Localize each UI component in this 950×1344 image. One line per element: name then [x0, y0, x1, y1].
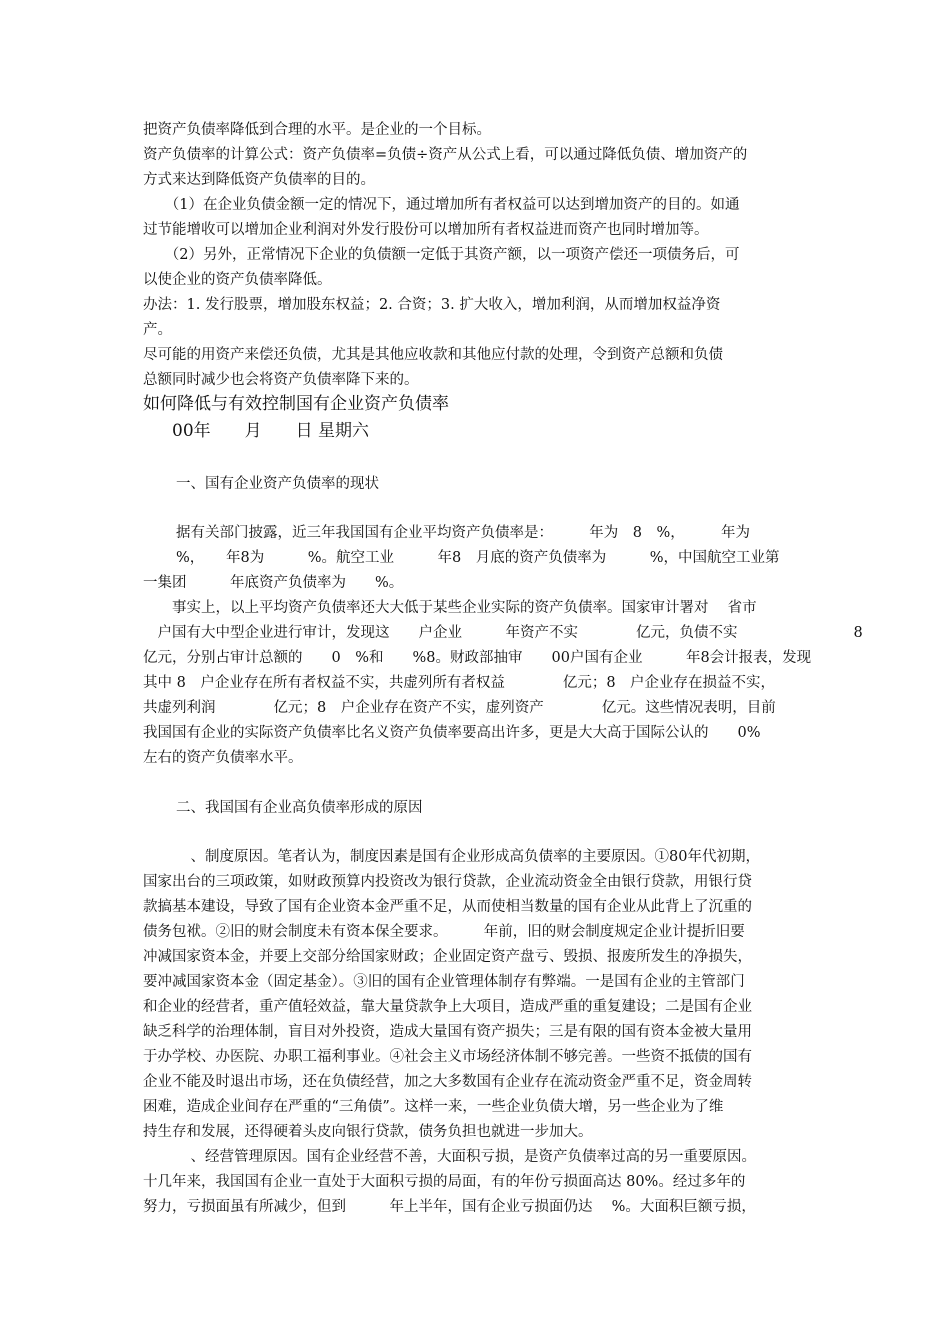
intro-line-11: 总额同时减少也会将资产负债率降下来的。	[143, 372, 419, 388]
intro-line-1: 把资产负债率降低到合理的水平。是企业的一个目标。	[143, 122, 491, 138]
section2-line-13: 、经营管理原因。国有企业经营不善，大面积亏损，是资产负债率过高的另一重要原因。	[176, 1149, 756, 1165]
section2-line-15: 努力，亏损面虽有所减少，但到 年上半年，国有企业亏损面仍达 %。大面积巨额亏损，	[143, 1199, 756, 1215]
section1-heading: 一、国有企业资产负债率的现状	[176, 476, 379, 492]
section2-line-1: 、制度原因。笔者认为，制度因素是国有企业形成高负债率的主要原因。①80年代初期，	[176, 849, 760, 865]
article-date: 00年 月 日 星期六	[172, 421, 370, 441]
section1-line-5: 户国有大中型企业进行审计，发现这 户企业 年资产不实 亿元，负债不实 8	[143, 625, 863, 641]
section2-line-2: 国家出台的三项政策，如财政预算内投资改为银行贷款，企业流动资金全由银行贷款，用银行贷	[143, 874, 752, 890]
intro-line-8: 办法：1. 发行股票，增加股东权益；2. 合资；3. 扩大收入，增加利润，从而增加权益净资	[143, 297, 721, 313]
article-title: 如何降低与有效控制国有企业资产负债率	[143, 394, 449, 414]
intro-line-2: 资产负债率的计算公式：资产负债率=负债÷资产从公式上看，可以通过降低负债、增加资产的	[143, 147, 748, 163]
intro-line-10: 尽可能的用资产来偿还负债，尤其是其他应收款和其他应付款的处理，令到资产总额和负债	[143, 347, 723, 363]
section1-line-10: 左右的资产负债率水平。	[143, 750, 303, 766]
intro-line-7: 以使企业的资产负债率降低。	[143, 272, 332, 288]
section2-line-10: 企业不能及时退出市场，还在负债经营，加之大多数国有企业存在流动资金严重不足，资金周转	[143, 1074, 752, 1090]
section1-line-4: 事实上，以上平均资产负债率还大大低于某些企业实际的资产负债率。国家审计署对 省市	[143, 600, 757, 616]
section1-line-8: 共虚列利润 亿元；8 户企业存在资产不实，虚列资产 亿元。这些情况表明，目前	[143, 700, 776, 716]
section2-line-9: 于办学校、办医院、办职工福利事业。④社会主义市场经济体制不够完善。一些资不抵债的国有	[143, 1049, 752, 1065]
section1-line-6: 亿元，分别占审计总额的 0 %和 %8。财政部抽审 00户国有企业 年8会计报表，发现	[143, 650, 812, 666]
section2-line-11: 困难，造成企业间存在严重的“三角债”。这样一来，一些企业负债大增，另一些企业为了维	[143, 1099, 724, 1115]
section1-line-9: 我国国有企业的实际资产负债率比名义资产负债率要高出许多，更是大大高于国际公认的 0%	[143, 725, 761, 741]
section2-line-5: 冲减国家资本金，并要上交部分给国家财政；企业固定资产盘亏、毁损、报废所发生的净损失，	[143, 949, 752, 965]
intro-line-9: 产。	[143, 322, 172, 338]
section2-heading: 二、我国国有企业高负债率形成的原因	[176, 800, 423, 816]
section2-line-8: 缺乏科学的治理体制，盲目对外投资，造成大量国有资产损失；三是有限的国有资本金被大量用	[143, 1024, 752, 1040]
section2-line-6: 要冲减国家资本金（固定基金）。③旧的国有企业管理体制存有弊端。一是国有企业的主管部门	[143, 974, 745, 990]
section1-line-3: 一集团 年底资产负债率为 %。	[143, 575, 404, 591]
section2-line-7: 和企业的经营者，重产值轻效益，靠大量贷款争上大项目，造成严重的重复建设；二是国有企业	[143, 999, 752, 1015]
section1-line-2: %， 年8为 %。航空工业 年8 月底的资产负债率为 %，中国航空工业第	[176, 550, 780, 566]
section2-line-3: 款搞基本建设，导致了国有企业资本金严重不足，从而使相当数量的国有企业从此背上了沉重的	[143, 899, 752, 915]
section1-line-1: 据有关部门披露，近三年我国国有企业平均资产负债率是： 年为 8 %， 年为	[176, 525, 750, 541]
intro-line-3: 方式来达到降低资产负债率的目的。	[143, 172, 375, 188]
section2-line-12: 持生存和发展，还得硬着头皮向银行贷款，债务负担也就进一步加大。	[143, 1124, 593, 1140]
intro-line-6: （2）另外，正常情况下企业的负债额一定低于其资产额，以一项资产偿还一项债务后，可	[143, 247, 740, 263]
section2-line-14: 十几年来，我国国有企业一直处于大面积亏损的局面，有的年份亏损面高达 80%。经过多年的	[143, 1174, 746, 1190]
section1-line-7: 其中 8 户企业存在所有者权益不实，共虚列所有者权益 亿元；8 户企业存在损益不实，	[143, 675, 776, 691]
section2-line-4: 债务包袱。②旧的财会制度未有资本保全要求。 年前，旧的财会制度规定企业计提折旧要	[143, 924, 745, 940]
intro-line-5: 过节能增收可以增加企业利润对外发行股份可以增加所有者权益进而资产也同时增加等。	[143, 222, 709, 238]
intro-line-4: （1）在企业负债金额一定的情况下，通过增加所有者权益可以达到增加资产的目的。如通	[143, 197, 740, 213]
